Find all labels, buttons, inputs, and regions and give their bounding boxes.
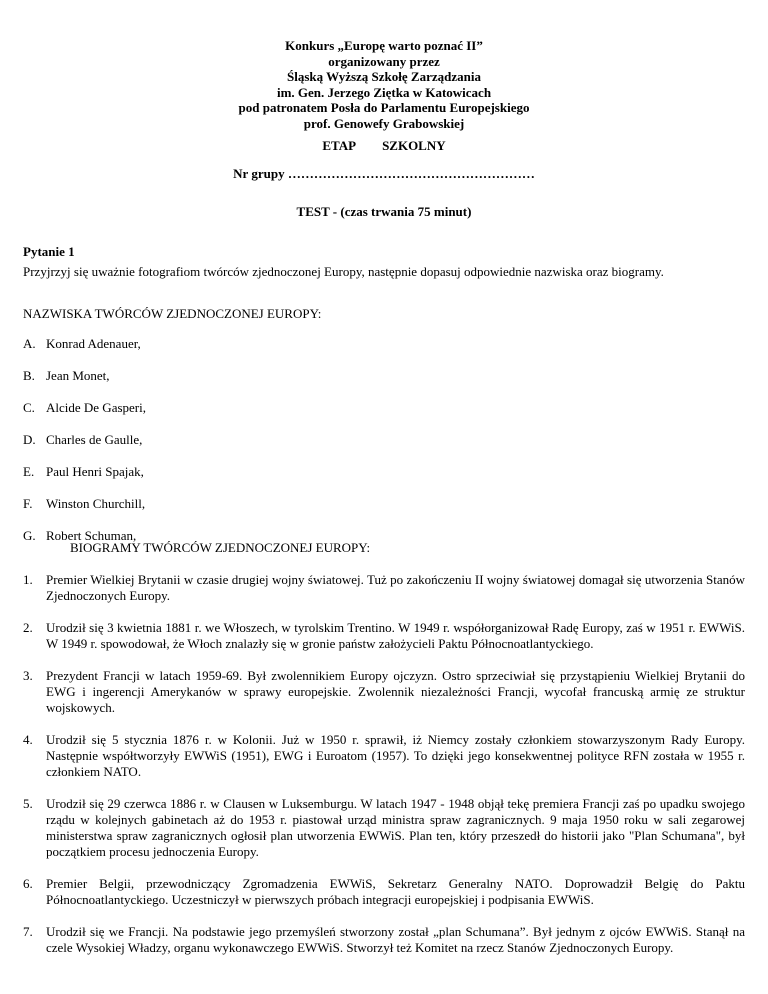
names-heading: NAZWISKA TWÓRCÓW ZJEDNOCZONEJ EUROPY: <box>23 306 322 321</box>
item-letter: F. <box>23 496 33 511</box>
biogram-item <box>23 796 745 860</box>
item-letter: G. <box>23 528 36 543</box>
stage-line <box>0 138 768 154</box>
biogram-item <box>23 572 745 604</box>
biogram-number: 1. <box>23 572 33 587</box>
item-letter: B. <box>23 368 35 383</box>
biogram-number: 7. <box>23 924 33 939</box>
biogram-text: Urodził się 5 stycznia 1876 r. w Kolonii. Już w 1950 r. sprawił, iż Niemcy zostały członkiem stowarzyszonym Rady Europy. Następnie współtworzyły EWWiS (1951), EWG i Euroatom (1957). To dzięki jego konsekwentnej polityce RFN została w 1955 r. członkiem NATO. <box>46 732 745 779</box>
list-item <box>23 432 142 448</box>
item-letter: D. <box>23 432 36 447</box>
header-line: im. Gen. Jerzego Ziętka w Katowicach <box>276 84 492 100</box>
item-letter: E. <box>23 464 35 479</box>
biogram-text: Urodził się we Francji. Na podstawie jego przemyśleń stworzony został „plan Schumana”. Był jednym z ojców EWWiS. Stanął na czele Wysokiej Władzy, organu wykonawczego EWWiS. Stworzył też Komitet na rzecz Stanów Zjednoczonych Europy. <box>46 924 745 955</box>
biogram-number: 6. <box>23 876 33 891</box>
group-number-field: Nr grupy ………………………………………………… <box>233 166 535 181</box>
biogram-item <box>23 668 745 716</box>
item-name: Alcide De Gasperi, <box>46 400 146 415</box>
question-title: Pytanie 1 <box>23 244 75 259</box>
header-line: prof. Genowefy Grabowskiej <box>303 115 465 131</box>
list-item <box>23 496 145 512</box>
biogram-item <box>23 732 745 780</box>
biogram-item <box>23 924 745 956</box>
biogram-text: Premier Wielkiej Brytanii w czasie drugiej wojny światowej. Tuż po zakończeniu II wojny światowej domagał się utworzenia Stanów Zjednoczonych Europy. <box>46 572 745 603</box>
item-name: Winston Churchill, <box>46 496 146 511</box>
biogram-number: 4. <box>23 732 33 747</box>
test-title: TEST - (czas trwania 75 minut) <box>296 204 472 219</box>
item-name: Jean Monet, <box>46 368 110 383</box>
biogram-item <box>23 620 745 652</box>
biogram-number: 3. <box>23 668 33 683</box>
header-line: Śląską Wyższą Szkołę Zarządzania <box>287 69 481 84</box>
biogram-item <box>23 876 745 908</box>
header-line: pod patronatem Posła do Parlamentu Europejskiego <box>238 100 530 115</box>
list-item <box>23 368 110 384</box>
item-name: Charles de Gaulle, <box>46 432 143 447</box>
list-item <box>23 336 141 352</box>
question-instruction: Przyjrzyj się uważnie fotografiom twórców zjednoczonej Europy, następnie dopasuj odpowiednie nazwiska oraz biogramy. <box>23 264 664 279</box>
item-name: Robert Schuman, <box>46 528 137 543</box>
list-item <box>23 464 144 480</box>
stage-value: SZKOLNY <box>382 138 446 153</box>
list-item <box>23 400 146 416</box>
stage-label: ETAP <box>322 138 357 153</box>
item-name: Paul Henri Spajak, <box>46 464 144 479</box>
biograms-heading: BIOGRAMY TWÓRCÓW ZJEDNOCZONEJ EUROPY: <box>70 540 371 555</box>
header-line: organizowany przez <box>328 53 440 69</box>
biogram-text: Premier Belgii, przewodniczący Zgromadzenia EWWiS, Sekretarz Generalny NATO. Doprowadził Belgię do Paktu Północnoatlantyckiego. Uczestniczył w pierwszych próbach integracji europejskiej i podpisania EWWiS. <box>46 876 745 907</box>
item-letter: C. <box>23 400 35 415</box>
biogram-text: Urodził się 29 czerwca 1886 r. w Clausen w Luksemburgu. W latach 1947 - 1948 objął tekę premiera Francji zaś po upadku swojego rządu w kolejnych gabinetach aż do 1953 r. piastował urząd ministra spraw zagranicznych. 9 maja 1950 roku w sali zegarowej ministerstwa spraw zagranicznych ogłosił plan utworzenia EWWiS. Plan ten, który przeszedł do historii jako "Plan Schumana", był początkiem procesu jednoczenia Europy. <box>46 796 745 859</box>
contest-header <box>0 38 768 131</box>
header-line: Konkurs „Europę warto poznać II” <box>285 38 483 53</box>
biogram-text: Urodził się 3 kwietnia 1881 r. we Włoszech, w tyrolskim Trentino. W 1949 r. współorganizował Radę Europy, zaś w 1951 r. EWWiS. W 1949 r. spowodował, że Włoch znalazły się w gronie państw założycieli Paktu Północnoatlantyckiego. <box>46 620 745 651</box>
biogram-number: 5. <box>23 796 33 811</box>
item-name: Konrad Adenauer, <box>46 336 141 351</box>
biogram-number: 2. <box>23 620 33 635</box>
item-letter: A. <box>23 336 36 351</box>
biogram-text: Prezydent Francji w latach 1959-69. Był zwolennikiem Europy ojczyzn. Ostro sprzeciwiał się przystąpieniu Wielkiej Brytanii do EWG i ingerencji Amerykanów w sprawy europejskie. Zwolennik niezależności Francji, wycofał francuską armię ze struktur wojskowych. <box>46 668 745 715</box>
